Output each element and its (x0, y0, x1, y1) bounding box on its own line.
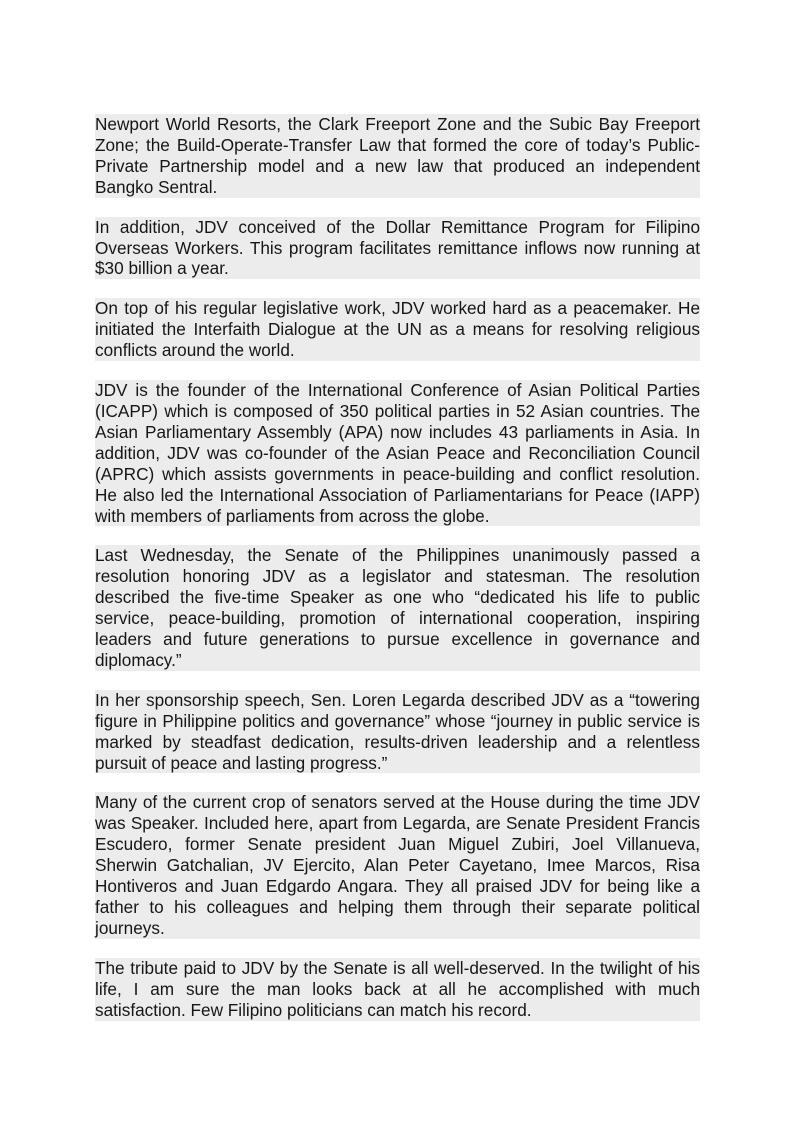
paragraph: Last Wednesday, the Senate of the Philippines unanimously passed a resolution honoring JDV as a legislator and statesman. The resolution described the five-time Speaker as one who “dedicated his life to public service, peace-building, promotion of international cooperation, inspiring leaders and future generations to pursue excellence in governance and diplomacy.” (95, 545, 700, 670)
paragraph: In addition, JDV conceived of the Dollar Remittance Program for Filipino Overseas Workers. This program facilitates remittance inflows now running at $30 billion a year. (95, 216, 700, 279)
paragraph: In her sponsorship speech, Sen. Loren Legarda described JDV as a “towering figure in Philippine politics and governance” whose “journey in public service is marked by steadfast dedication, results-driven leadership and a relentless pursuit of peace and lasting progress.” (95, 689, 700, 773)
paragraph: Many of the current crop of senators served at the House during the time JDV was Speaker. Included here, apart from Legarda, are Senate President Francis Escudero, former Senate president Juan Miguel Zubiri, Joel Villanueva, Sherwin Gatchalian, JV Ejercito, Alan Peter Cayetano, Imee Marcos, Risa Hontiveros and Juan Edgardo Angara. They all praised JDV for being like a father to his colleagues and helping them through their separate political journeys. (95, 792, 700, 938)
paragraph: JDV is the founder of the International Conference of Asian Political Parties (ICAPP) which is composed of 350 political parties in 52 Asian countries. The Asian Parliamentary Assembly (APA) now includes 43 parliaments in Asia. In addition, JDV was co-founder of the Asian Peace and Reconciliation Council (APRC) which assists governments in peace-building and conflict resolution. He also led the International Association of Parliamentarians for Peace (IAPP) with members of parliaments from across the globe. (95, 380, 700, 526)
paragraph: The tribute paid to JDV by the Senate is all well-deserved. In the twilight of his life, I am sure the man looks back at all he accomplished with much satisfaction. Few Filipino politicians can match his record. (95, 957, 700, 1020)
article-body (95, 114, 700, 1021)
paragraph: Newport World Resorts, the Clark Freeport Zone and the Subic Bay Freeport Zone; the Build-Operate-Transfer Law that formed the core of today’s Public-Private Partnership model and a new law that produced an independent Bangko Sentral. (95, 114, 700, 197)
paragraph: On top of his regular legislative work, JDV worked hard as a peacemaker. He initiated the Interfaith Dialogue at the UN as a means for resolving religious conflicts around the world. (95, 298, 700, 361)
